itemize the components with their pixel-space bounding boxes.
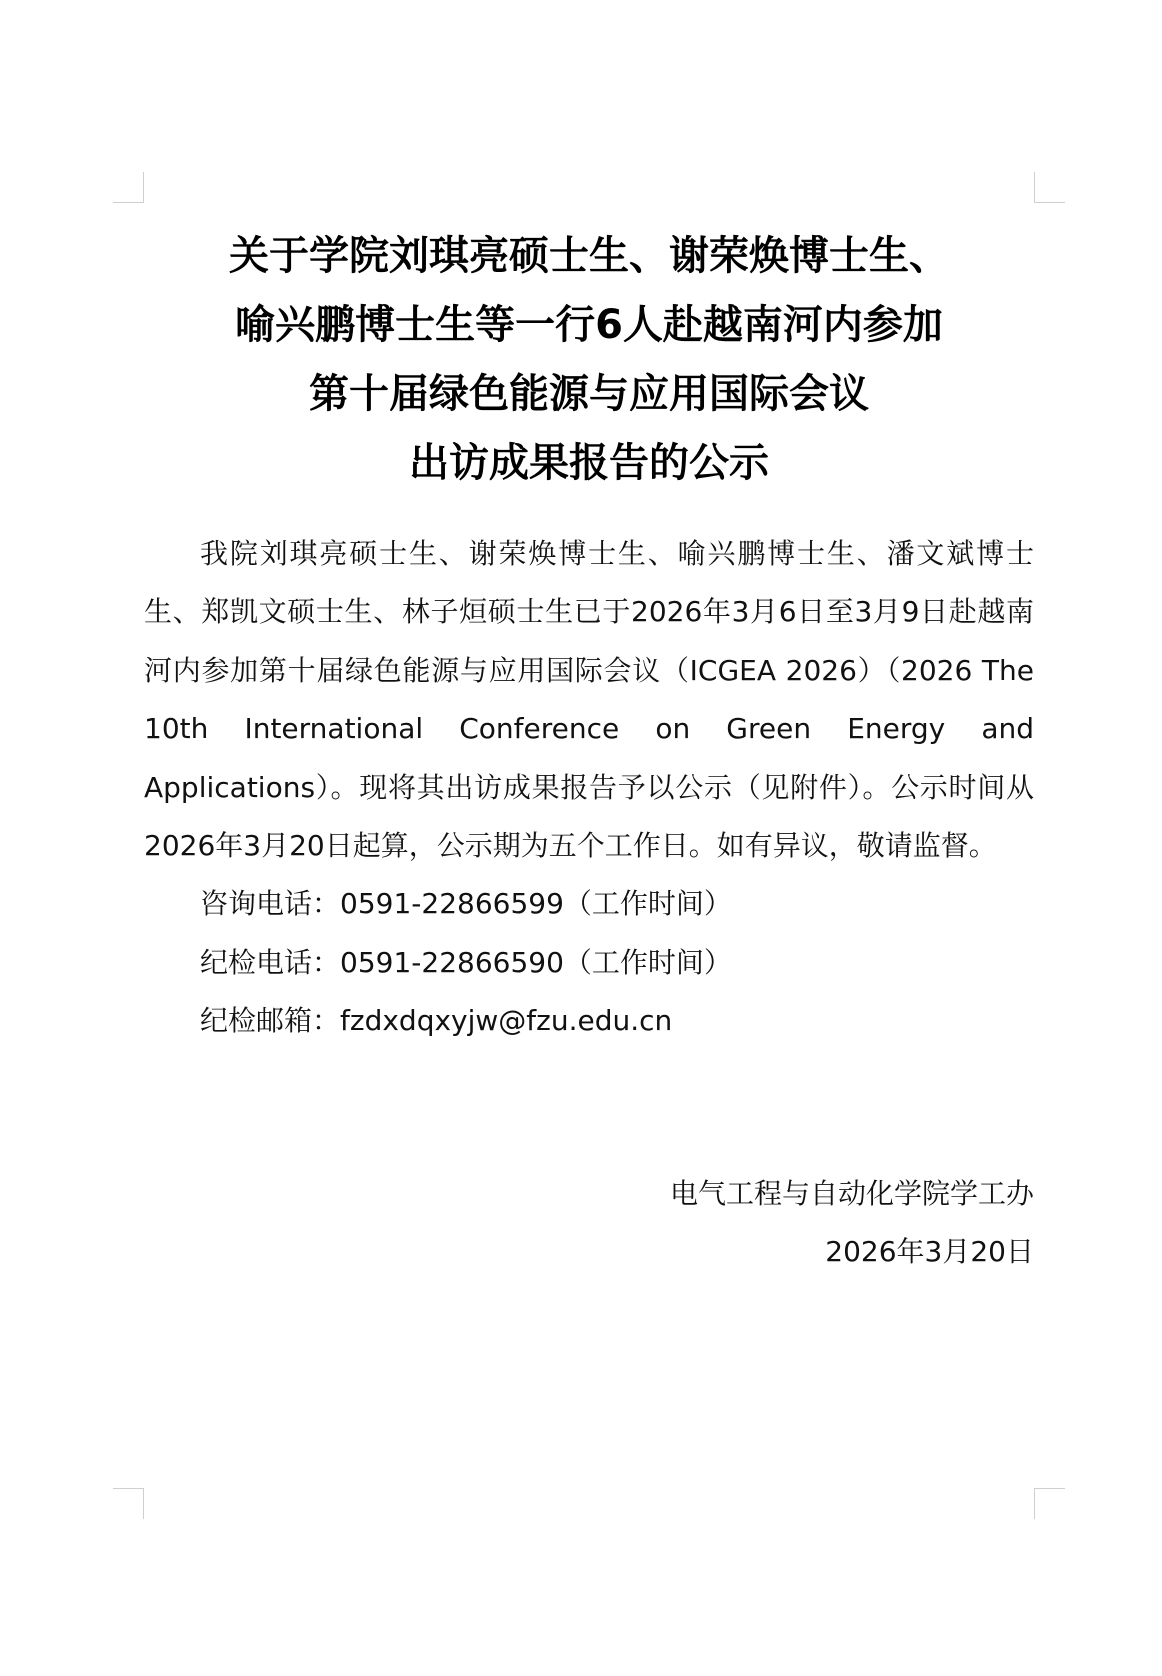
page-corner-mark-bottom-left [113, 1488, 144, 1519]
contact-consult-phone [144, 875, 1034, 933]
page-corner-mark-top-right [1034, 172, 1065, 203]
signature-date: 2026年3月20日 [825, 1235, 1034, 1269]
contact-label: 纪检邮箱： [200, 1004, 341, 1038]
contact-value: fzdxdqxyjw@fzu.edu.cn [340, 1004, 673, 1038]
signature-organization: 电气工程与自动化学院学工办 [669, 1177, 1034, 1210]
page-corner-mark-top-left [113, 172, 144, 203]
document-body [144, 525, 1034, 1051]
contact-value: 0591-22866590（工作时间） [340, 945, 732, 979]
page-corner-mark-bottom-right [1034, 1488, 1065, 1519]
document-title [144, 222, 1034, 498]
contact-discipline-email [144, 992, 1034, 1050]
title-line: 关于学院刘琪亮硕士生、谢荣焕博士生、 [229, 233, 949, 279]
title-line: 喻兴鹏博士生等一行6人赴越南河内参加 [235, 302, 943, 348]
contact-label: 纪检电话： [200, 945, 341, 979]
title-line: 第十届绿色能源与应用国际会议 [309, 371, 869, 417]
contact-value: 0591-22866599（工作时间） [340, 887, 732, 921]
contact-discipline-phone [144, 934, 1034, 992]
signature-block [670, 1165, 1034, 1282]
title-line: 出访成果报告的公示 [409, 440, 769, 486]
body-paragraph: 我院刘琪亮硕士生、谢荣焕博士生、喻兴鹏博士生、潘文斌博士生、郑凯文硕士生、林子烜硕士生已于2026年3月6日至3月9日赴越南河内参加第十届绿色能源与应用国际会议（ICGEA 2026）（2026 The 10th International Conference on Green Energy and Applications）。现将其出访成果报告予以公示（见附件）。公示时间从2026年3月20日起算，公示期为五个工作日。如有异议，敬请监督。 [144, 537, 1034, 863]
contact-label: 咨询电话： [200, 887, 341, 921]
